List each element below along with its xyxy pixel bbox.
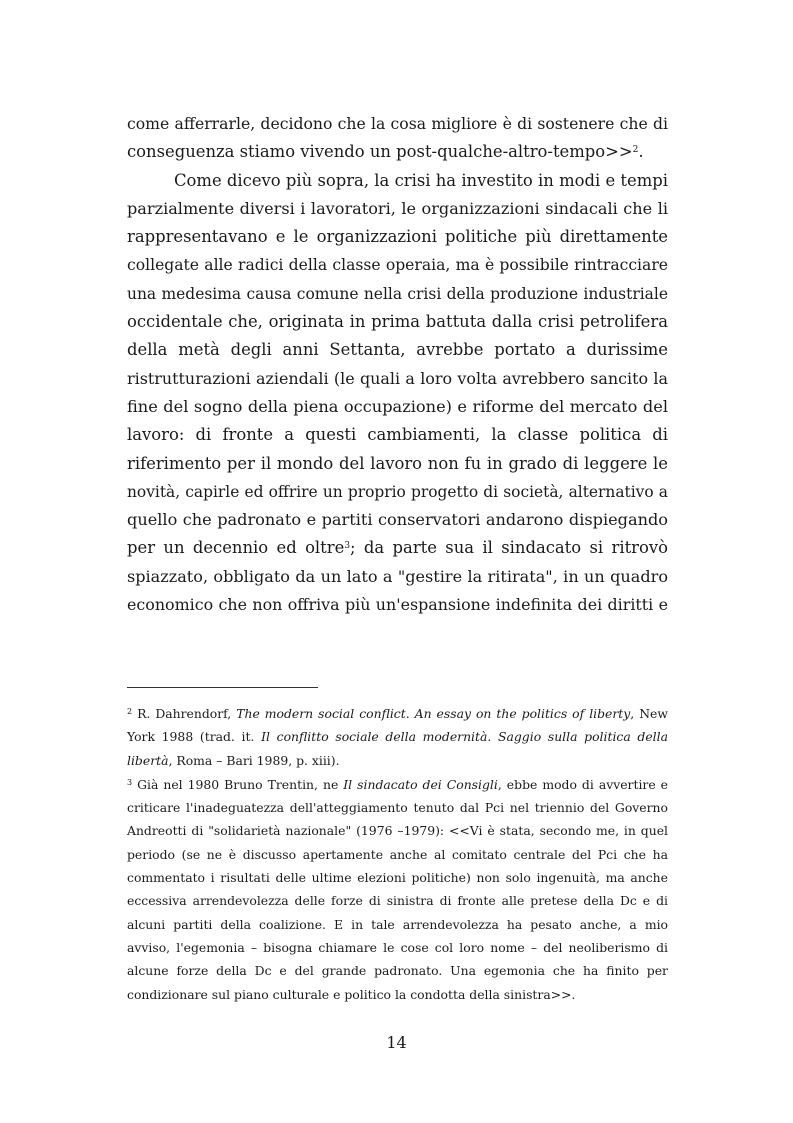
footnote-separator — [127, 687, 318, 688]
footnote-line: avviso, l'egemonia – bisogna chiamare le cose col loro nome – del neoliberismo di — [127, 939, 668, 955]
text-line: fine del sogno della piena occupazione) e riforme del mercato del — [127, 396, 668, 416]
footnote-line: alcuni partiti della coalizione. E in tale arrendevolezza ha pesato anche, a mio — [127, 916, 668, 932]
text-fragment: Già nel 1980 Bruno Trentin, ne — [132, 776, 344, 792]
text-line: spiazzato, obbligato da un lato a "gestire la ritirata", in un quadro — [127, 566, 668, 586]
text-line: quello che padronato e partiti conservatori andarono dispiegando — [127, 510, 668, 530]
paragraph-1 — [127, 110, 668, 167]
book-title: Il sindacato dei Consigli — [343, 776, 498, 792]
book-title: Il conflitto sociale della modernità. Saggio sulla politica della — [261, 729, 668, 745]
text-line: collegate alle radici della classe operaia, ma è possibile rintracciare — [127, 256, 668, 275]
text-fragment: . — [638, 142, 644, 162]
footnote-line: eccessiva arrendevolezza delle forze di sinistra di fronte alle pretese della Dc e di — [127, 893, 668, 909]
text-fragment: ; da parte sua il sindacato si ritrovò — [350, 538, 668, 558]
text-line: lavoro: di fronte a questi cambiamenti, la classe politica di — [127, 425, 668, 445]
footnote-line: Andreotti di "solidarietà nazionale" (1976 –1979): <<Vi è stata, secondo me, in quel — [127, 823, 668, 839]
text-fragment: per un decennio ed oltre — [127, 538, 345, 558]
text-line: novità, capirle ed offrire un proprio progetto di società, alternativo a — [127, 482, 668, 501]
footnote-mark: 2 — [127, 707, 133, 716]
page-number: 14 — [386, 1033, 407, 1052]
footnote-2 — [127, 702, 668, 772]
text-fragment: , New — [630, 706, 668, 721]
footnote-line — [127, 725, 668, 748]
book-title: The modern social conflict. An essay on the politics of liberty — [236, 706, 631, 721]
footnote-line: commentato i risultati delle ultime elezioni politiche) non solo ingenuità, ma anche — [127, 870, 668, 886]
text-fragment: R. Dahrendorf, — [132, 706, 237, 721]
text-fragment: , ebbe modo di avvertire e — [497, 776, 668, 792]
footnote-ref-2: 2 — [632, 145, 639, 156]
text-line: riferimento per il mondo del lavoro non fu in grado di leggere le — [127, 453, 668, 473]
text-line: occidentale che, originata in prima battuta dalla crisi petrolifera — [127, 312, 668, 332]
footnote-line: criticare l'inadeguatezza dell'atteggiamento tenuto dal Pci nel triennio del Governo — [127, 800, 668, 816]
body-text — [127, 110, 668, 619]
footnote-3 — [127, 773, 668, 1006]
footnote-line: periodo (se ne è discusso apertamente anche al comitato centrale del Pci che ha — [127, 846, 668, 862]
text-line: rappresentavano e le organizzazioni politiche più direttamente — [127, 227, 668, 247]
text-line: Come dicevo più sopra, la crisi ha investito in modi e tempi — [174, 170, 668, 190]
footnote-line: alcune forze della Dc e del grande padronato. Una egemonia che ha finito per — [127, 963, 668, 979]
text-fragment: York 1988 (trad. it. — [127, 729, 262, 745]
paragraph-2 — [127, 167, 668, 620]
footnote-ref-3: 3 — [344, 541, 351, 552]
text-line: ristrutturazioni aziendali (le quali a loro volta avrebbero sancito la — [127, 368, 668, 388]
text-fragment: , Roma – Bari 1989, p. xiii). — [168, 752, 340, 768]
footnote-line — [127, 773, 668, 796]
text-line — [127, 138, 668, 166]
text-line: della metà degli anni Settanta, avrebbe portato a durissime — [127, 340, 668, 360]
footnote-mark: 3 — [127, 777, 133, 787]
footnotes — [127, 702, 668, 1006]
text-fragment: conseguenza stiamo vivendo un post-qualche-altro-tempo>> — [127, 142, 633, 162]
footnote-line — [127, 702, 668, 725]
footnote-line — [127, 749, 668, 772]
text-line: economico che non offriva più un'espansione indefinita dei diritti e — [127, 595, 668, 615]
text-line: parzialmente diversi i lavoratori, le organizzazioni sindacali che li — [127, 198, 668, 218]
footnote-line: condizionare sul piano culturale e politico la condotta della sinistra>>. — [127, 986, 576, 1002]
book-title: libertà — [127, 752, 169, 768]
text-line — [127, 534, 668, 562]
text-line: come afferrarle, decidono che la cosa migliore è di sostenere che di — [127, 114, 668, 133]
text-line: una medesima causa comune nella crisi della produzione industriale — [127, 284, 668, 303]
